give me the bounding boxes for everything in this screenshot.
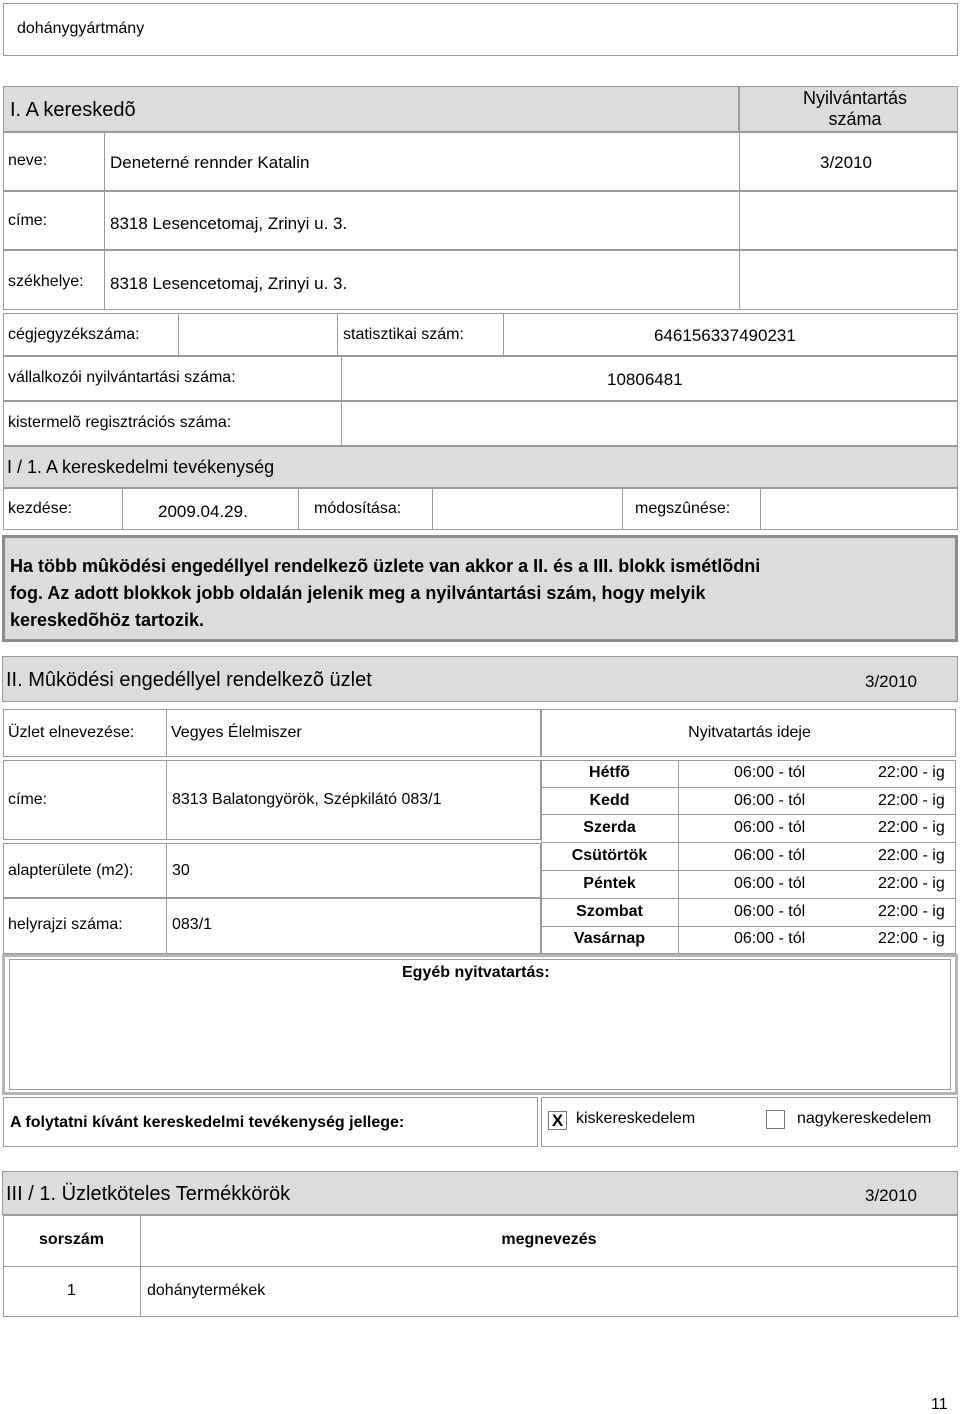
- registry-number-label: Nyilvántartás száma: [802, 88, 908, 129]
- opening-hours-header: [541, 709, 956, 757]
- hours-from: 06:00 - tól: [734, 819, 806, 836]
- entrepreneur-value: 10806481: [607, 370, 683, 389]
- company-reg-row: [3, 313, 958, 356]
- row-name: dohánytermékek: [147, 1282, 266, 1299]
- wholesale-label: nagykereskedelem: [797, 1110, 932, 1127]
- name-value: Deneterné rennder Katalin: [110, 153, 310, 172]
- hours-from: 06:00 - tól: [734, 792, 806, 809]
- hours-to: 22:00 - ig: [878, 792, 945, 809]
- section2-header: [2, 656, 958, 702]
- hours-from: 06:00 - tól: [734, 875, 806, 892]
- hours-to: 22:00 - ig: [878, 875, 945, 892]
- retail-checkbox[interactable]: X: [548, 1111, 567, 1130]
- hours-from: 06:00 - tól: [734, 930, 806, 947]
- activity-header: [3, 446, 958, 488]
- notice-line-3: kereskedõhöz tartozik.: [10, 610, 205, 630]
- notice-line-2: fog. Az adott blokkok jobb oldalán jelenik meg a nyilvántartási szám, hogy melyik: [10, 583, 706, 603]
- wholesale-checkbox[interactable]: [766, 1110, 785, 1129]
- seat-label: székhelye:: [8, 273, 84, 290]
- row-no: 1: [67, 1282, 76, 1299]
- name-label: neve:: [8, 152, 48, 169]
- shop-area-value: 30: [172, 862, 190, 879]
- company-reg-label: cégjegyzékszáma:: [8, 326, 140, 343]
- hours-to: 22:00 - ig: [878, 819, 945, 836]
- notice-box: [2, 535, 958, 642]
- document-title: dohánygyártmány: [17, 20, 145, 37]
- shop-address-value: 8313 Balatongyörök, Szépkilátó 083/1: [172, 791, 442, 808]
- activity-type-label-box: [3, 1097, 538, 1147]
- seat-value: 8318 Lesencetomaj, Zrinyi u. 3.: [110, 274, 348, 293]
- day-label: Szerda: [583, 819, 636, 836]
- hours-to: 22:00 - ig: [878, 764, 945, 781]
- shop-area-label: alapterülete (m2):: [8, 862, 134, 879]
- section2-title: II. Mûködési engedéllyel rendelkezõ üzlet: [6, 669, 372, 691]
- document-title-box: [3, 3, 958, 56]
- stat-number-value: 646156337490231: [654, 326, 796, 345]
- other-hours-label: Egyéb nyitvatartás:: [402, 964, 550, 981]
- page-number: 11: [931, 1396, 948, 1413]
- hours-from: 06:00 - tól: [734, 903, 806, 920]
- hours-to: 22:00 - ig: [878, 930, 945, 947]
- activity-dates-row: [3, 488, 958, 530]
- stat-number-label: statisztikai szám:: [343, 326, 464, 343]
- column-header-name: megnevezés: [501, 1231, 597, 1248]
- modify-date-label: módosítása:: [314, 500, 402, 517]
- shop-name-label: Üzlet elnevezése:: [8, 724, 135, 741]
- hours-from: 06:00 - tól: [734, 847, 806, 864]
- day-label: Csütörtök: [571, 847, 648, 864]
- hours-to: 22:00 - ig: [878, 847, 945, 864]
- day-label: Péntek: [583, 875, 636, 892]
- notice-line-1: Ha több mûködési engedéllyel rendelkezõ üzlete van akkor a II. és a III. blokk ismétlõdni: [10, 556, 761, 576]
- section3-title: III / 1. Üzletköteles Termékkörök: [6, 1183, 291, 1205]
- registry-number-value: 3/2010: [820, 153, 872, 172]
- activity-title: I / 1. A kereskedelmi tevékenység: [7, 457, 275, 477]
- hours-from: 06:00 - tól: [734, 764, 806, 781]
- section2-number: 3/2010: [865, 672, 917, 691]
- day-label: Szombat: [576, 903, 643, 920]
- opening-hours-title: Nyitvatartás ideje: [688, 724, 811, 741]
- shop-name-value: Vegyes Élelmiszer: [171, 724, 302, 741]
- section3-number: 3/2010: [865, 1186, 917, 1205]
- day-label: Vasárnap: [573, 930, 646, 947]
- day-label: Kedd: [589, 792, 630, 809]
- section3-header: [2, 1171, 958, 1215]
- retail-label: kiskereskedelem: [576, 1110, 696, 1127]
- entrepreneur-label: vállalkozói nyilvántartási száma:: [8, 369, 236, 386]
- shop-lot-label: helyrajzi száma:: [8, 916, 123, 933]
- registry-number-header: [739, 86, 958, 132]
- start-date-value: 2009.04.29.: [158, 502, 248, 521]
- activity-type-label: A folytatni kívánt kereskedelmi tevékenység jellege:: [10, 1114, 405, 1131]
- smallproducer-label: kistermelõ regisztrációs száma:: [8, 414, 232, 431]
- address-value: 8318 Lesencetomaj, Zrinyi u. 3.: [110, 214, 348, 233]
- column-header-no: sorszám: [39, 1231, 104, 1248]
- end-date-label: megszûnése:: [635, 500, 731, 517]
- hours-to: 22:00 - ig: [878, 903, 945, 920]
- address-label: címe:: [8, 212, 48, 229]
- shop-lot-value: 083/1: [172, 916, 213, 933]
- day-label: Hétfõ: [589, 764, 630, 781]
- section1-header: [3, 86, 739, 132]
- start-date-label: kezdése:: [8, 500, 73, 517]
- shop-address-label: címe:: [8, 791, 48, 808]
- section1-title: I. A kereskedõ: [10, 99, 136, 121]
